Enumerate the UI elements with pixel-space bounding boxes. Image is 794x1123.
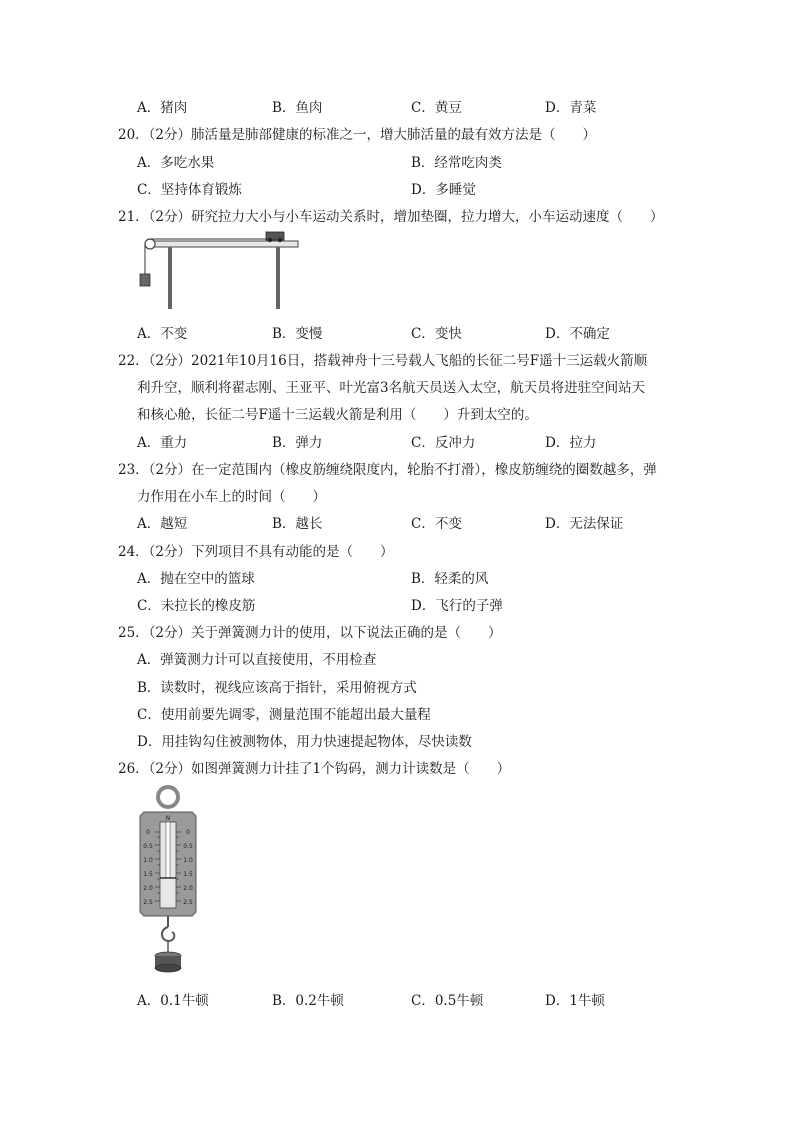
q24-option-a: A．抛在空中的篮球	[137, 571, 255, 587]
q26-option-d: D．1牛顿	[545, 993, 605, 1009]
scale-tick-left-2: 1.0	[143, 857, 153, 864]
q25-option-d: D．用挂钩勾住被测物体，用力快速提起物体，尽快读数	[137, 734, 472, 750]
question-23-stem-line-1: 23．（2分）在一定范围内（橡皮筋缠绕限度内，轮胎不打滑），橡皮筋缠绕的圈数越多，弹	[118, 462, 657, 478]
q24-option-d: D．飞行的子弹	[411, 598, 503, 614]
cart-table-figure	[138, 228, 303, 313]
scale-unit-label: N	[165, 815, 171, 822]
question-26-stem: 26．（2分）如图弹簧测力计挂了1个钩码，测力计读数是（ ）	[118, 761, 511, 777]
question-24-stem: 24．（2分）下列项目不具有动能的是（ ）	[118, 544, 394, 560]
q19-option-b: B．鱼肉	[272, 100, 323, 116]
q25-option-b: B．读数时，视线应该高于指针，采用俯视方式	[137, 680, 417, 696]
q22-option-d: D．拉力	[545, 435, 597, 451]
scale-tick-right-5: 2.5	[183, 899, 193, 906]
q21-option-c: C．变快	[411, 326, 462, 342]
question-22-stem-line-1: 22．（2分）2021年10月16日，搭载神舟十三号载人飞船的长征二号F遥十三运载火箭顺	[118, 353, 648, 369]
q24-option-c: C．未拉长的橡皮筋	[137, 598, 256, 614]
question-20-stem: 20．（2分）肺活量是肺部健康的标准之一，增大肺活量的最有效方法是（ ）	[118, 127, 597, 143]
q20-option-d: D．多睡觉	[411, 182, 476, 198]
question-23-stem-line-2: 力作用在小车上的时间（ ）	[137, 489, 326, 505]
spring-scale-figure	[138, 784, 203, 979]
q25-option-a: A．弹簧测力计可以直接使用，不用检查	[137, 652, 377, 668]
q26-option-c: C．0.5牛顿	[411, 993, 484, 1009]
scale-tick-left-0: 0	[146, 829, 150, 836]
q22-option-a: A．重力	[137, 435, 188, 451]
q19-option-d: D．青菜	[545, 100, 597, 116]
q21-option-a: A．不变	[137, 326, 188, 342]
q26-option-a: A．0.1牛顿	[137, 993, 209, 1009]
question-22-stem-line-3: 和核心舱，长征二号F遥十三运载火箭是利用（ ）升到太空的。	[137, 407, 538, 423]
q21-option-b: B．变慢	[272, 326, 323, 342]
scale-tick-right-3: 1.5	[183, 871, 193, 878]
q19-option-a: A．猪肉	[137, 100, 188, 116]
scale-tick-right-1: 0.5	[183, 843, 193, 850]
question-21-stem: 21．（2分）研究拉力大小与小车运动关系时，增加垫圈，拉力增大，小车运动速度（ ）	[118, 209, 664, 225]
q24-option-b: B．轻柔的风	[411, 571, 489, 587]
scale-tick-right-0: 0	[186, 829, 190, 836]
q20-option-c: C．坚持体育锻炼	[137, 182, 242, 198]
q22-option-b: B．弹力	[272, 435, 323, 451]
q23-option-d: D．无法保证	[545, 516, 624, 532]
scale-tick-left-5: 2.5	[143, 899, 153, 906]
q21-option-d: D．不确定	[545, 326, 610, 342]
q26-option-b: B．0.2牛顿	[272, 993, 344, 1009]
q23-option-c: C．不变	[411, 516, 462, 532]
q23-option-b: B．越长	[272, 516, 323, 532]
scale-tick-left-3: 1.5	[143, 871, 153, 878]
q22-option-c: C．反冲力	[411, 435, 476, 451]
q19-option-c: C．黄豆	[411, 100, 462, 116]
q20-option-a: A．多吃水果	[137, 155, 215, 171]
scale-tick-right-2: 1.0	[183, 857, 193, 864]
q23-option-a: A．越短	[137, 516, 188, 532]
q25-option-c: C．使用前要先调零，测量范围不能超出最大量程	[137, 707, 431, 723]
q20-option-b: B．经常吃肉类	[411, 155, 502, 171]
scale-tick-left-1: 0.5	[143, 843, 153, 850]
question-25-stem: 25．（2分）关于弹簧测力计的使用，以下说法正确的是（ ）	[118, 625, 502, 641]
scale-tick-left-4: 2.0	[143, 885, 153, 892]
scale-tick-right-4: 2.0	[183, 885, 193, 892]
question-22-stem-line-2: 利升空，顺利将翟志刚、王亚平、叶光富3名航天员送入太空，航天员将进驻空间站天	[137, 380, 646, 396]
